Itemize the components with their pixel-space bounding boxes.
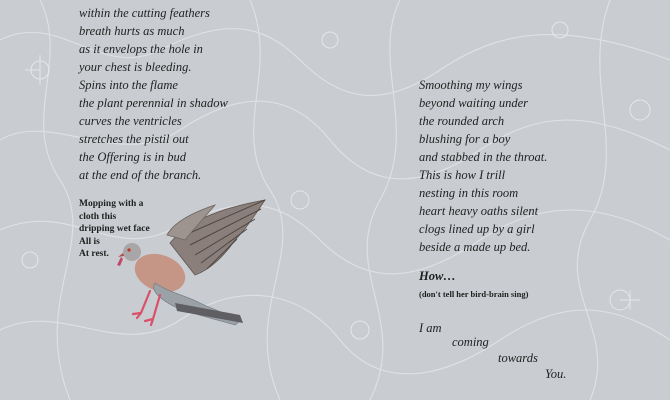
poem-line: beside a made up bed. (419, 240, 531, 254)
poem-line: the Offering is in bud (79, 150, 186, 164)
small-poem-line: dripping wet face (79, 224, 150, 234)
poem-line: as it envelops the hole in (79, 42, 203, 56)
poem-line: heart heavy oaths silent (419, 204, 539, 218)
right-poem (419, 76, 547, 256)
poem-line: clogs lined up by a girl (419, 222, 535, 236)
stair-line: towards (498, 351, 538, 365)
poem-line: breath hurts as much (79, 24, 185, 38)
poem-line: This is how I trill (419, 168, 506, 182)
left-poem (79, 4, 228, 184)
poem-line: beyond waiting under (419, 96, 529, 110)
how-heading: How… (419, 269, 456, 283)
poem-line: stretches the pistil out (79, 132, 189, 146)
stair-line: coming (452, 335, 489, 349)
stair-line: You. (545, 367, 567, 381)
how-note: (don't tell her bird-brain sing) (419, 289, 529, 299)
dove-illustration (115, 195, 275, 330)
poem-line: Smoothing my wings (419, 78, 523, 92)
poem-line: blushing for a boy (419, 132, 511, 146)
poem-line: Spins into the flame (79, 78, 178, 92)
small-poem-line: At rest. (79, 249, 109, 259)
poem-line: curves the ventricles (79, 114, 182, 128)
poem-line: nesting in this room (419, 186, 519, 200)
stair-line: I am (419, 321, 442, 335)
small-poem-line: All is (79, 236, 100, 247)
poem-line: your chest is bleeding. (79, 60, 192, 74)
poem-line: at the end of the branch. (79, 168, 202, 182)
poem-line: the rounded arch (419, 114, 505, 128)
poem-line: within the cutting feathers (79, 6, 210, 20)
poem-line: the plant perennial in shadow (79, 96, 228, 110)
small-poem-line: cloth this (79, 211, 117, 222)
poem-line: and stabbed in the throat. (419, 150, 548, 164)
small-poem-line: Mopping with a (79, 199, 144, 209)
